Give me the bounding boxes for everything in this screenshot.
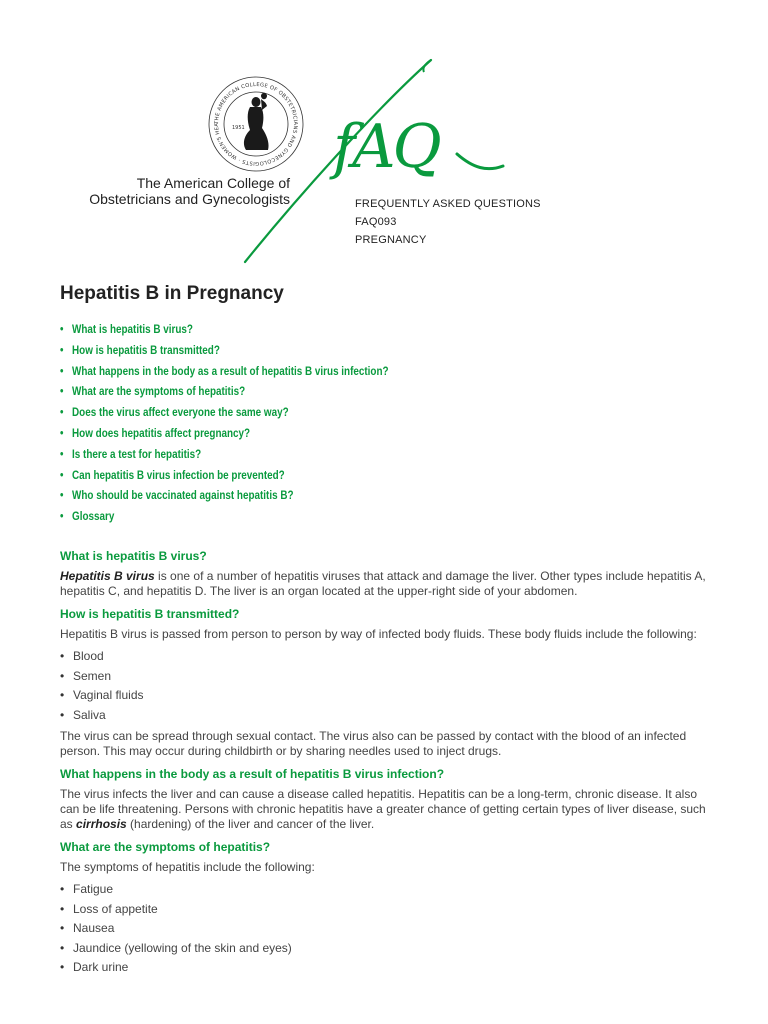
toc-link[interactable]: • What is hepatitis B virus? [60, 320, 389, 341]
faq-q-tail [457, 154, 503, 169]
section-paragraph: Hepatitis B virus is one of a number of hepatitis viruses that attack and damage the liver. Other types include hepatitis A, hepatitis C, and hepatitis D. The liver is an organ located at the upper-right side of your abdomen. [60, 569, 706, 598]
seal-ring-text: THE AMERICAN COLLEGE OF OBSTETRICIANS AND GYNECOLOGISTS · WOMEN'S HEA [213, 81, 299, 167]
section-paragraph: Hepatitis B virus is passed from person to person by way of infected body fluids. These body fluids include the following: [60, 627, 697, 641]
section-paragraph: The virus infects the liver and can cause a disease called hepatitis. Hepatitis can be a long-term, chronic disease. It also can be life threatening. Persons with chronic hepatitis have a greater chance of getting certain types of liver disease, such as cirrhosis (hardening) of the liver and cancer of the liver. [60, 787, 706, 831]
org-name-line-2: Obstetricians and Gynecologists [89, 191, 290, 207]
toc-link[interactable]: • Glossary [60, 507, 389, 528]
list-item: • Saliva [60, 706, 710, 726]
seal-year: 1951 [232, 125, 245, 131]
glossary-term: cirrhosis [76, 817, 127, 831]
toc-link[interactable]: • Does the virus affect everyone the same way? [60, 403, 389, 424]
list-item: • Nausea [60, 919, 710, 939]
toc-link[interactable]: • What are the symptoms of hepatitis? [60, 382, 389, 403]
faq-logo-text: fAQ [333, 112, 439, 182]
section-what-is-hepatitis-b [60, 548, 710, 599]
section-symptoms [60, 839, 710, 978]
toc-link[interactable]: • What happens in the body as a result of hepatitis B virus infection? [60, 362, 389, 383]
toc-link[interactable]: • How does hepatitis affect pregnancy? [60, 424, 389, 445]
list-item: • Blood [60, 647, 710, 667]
section-effects [60, 766, 710, 832]
faq-number: FAQ093 [355, 216, 397, 228]
section-heading: What happens in the body as a result of hepatitis B virus infection? [60, 767, 445, 781]
toc-link[interactable]: • Who should be vaccinated against hepatitis B? [60, 486, 389, 507]
list-item: • Jaundice (yellowing of the skin and eyes) [60, 939, 710, 959]
section-paragraph: The symptoms of hepatitis include the following: [60, 860, 315, 874]
section-paragraph: The virus can be spread through sexual contact. The virus also can be passed by contact with the blood of an infected person. This may occur during childbirth or by sharing needles used to inject drugs. [60, 729, 687, 758]
faq-series-label: FREQUENTLY ASKED QUESTIONS [355, 198, 541, 210]
list-item: • Dark urine [60, 958, 710, 978]
toc-link[interactable]: • How is hepatitis B transmitted? [60, 341, 389, 362]
section-transmission [60, 606, 710, 759]
org-name-line-1: The American College of [136, 175, 290, 191]
glossary-term: Hepatitis B virus [60, 569, 155, 583]
list-item: • Loss of appetite [60, 900, 710, 920]
toc-link[interactable]: • Is there a test for hepatitis? [60, 445, 389, 466]
section-heading: What are the symptoms of hepatitis? [60, 840, 271, 854]
list-item: • Vaginal fluids [60, 686, 710, 706]
article-body [60, 548, 710, 985]
list-item: • Fatigue [60, 880, 710, 900]
section-heading: How is hepatitis B transmitted? [60, 607, 240, 621]
bullet-list [60, 647, 710, 725]
section-heading: What is hepatitis B virus? [60, 549, 207, 563]
bullet-list [60, 880, 710, 978]
list-item: • Semen [60, 667, 710, 687]
faq-category: PREGNANCY [355, 234, 427, 246]
page-title: Hepatitis B in Pregnancy [60, 283, 284, 304]
toc-link[interactable]: • Can hepatitis B virus infection be prevented? [60, 466, 389, 487]
faq-meta [355, 195, 541, 249]
toc-list [60, 320, 442, 528]
